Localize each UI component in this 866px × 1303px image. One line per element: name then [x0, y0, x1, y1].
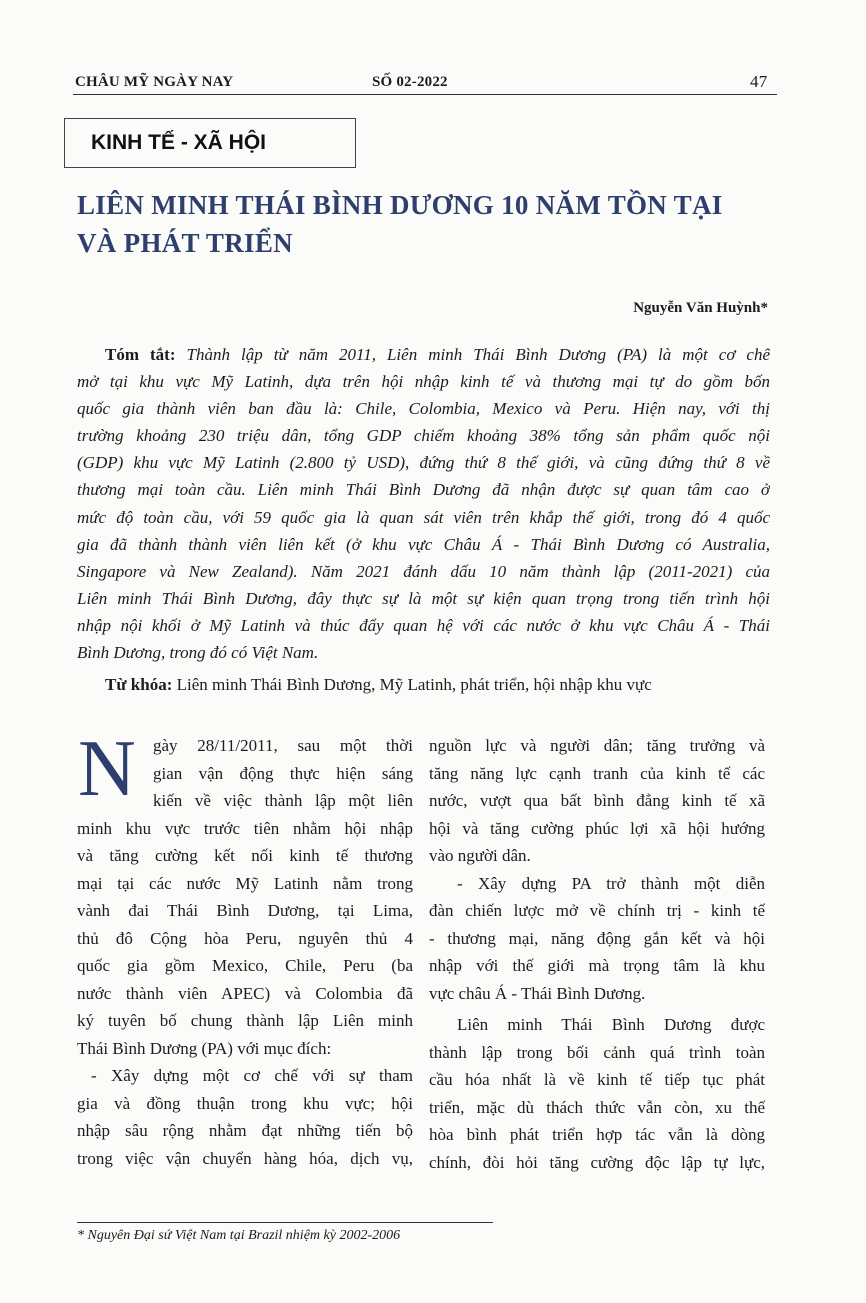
body-line: gia và đồng thuận trong khu vực; hội: [77, 1093, 413, 1113]
issue-number: SỐ 02-2022: [372, 74, 448, 90]
abstract-text: Thành lập từ năm 2011, Liên minh Thái Bình Dương (PA) là một cơ chế: [175, 345, 770, 364]
title-line: VÀ PHÁT TRIỂN: [77, 228, 293, 258]
abstract-line: Bình Dương, trong đó có Việt Nam.: [77, 643, 319, 663]
section-box: [64, 118, 356, 168]
title-line: LIÊN MINH THÁI BÌNH DƯƠNG 10 NĂM TỒN TẠI: [77, 190, 723, 220]
abstract-line: thương mại toàn cầu. Liên minh Thái Bình Dương đã nhận được sự quan tâm cao ở: [77, 480, 770, 500]
journal-name: CHÂU MỸ NGÀY NAY: [75, 74, 234, 90]
header-rule: [73, 94, 777, 95]
body-line: mại tại các nước Mỹ Latinh nằm trong: [77, 873, 413, 893]
body-line: nguồn lực và người dân; tăng trưởng và: [429, 736, 765, 755]
abstract-line: gia đã thành thành viên liên kết (ở khu vực Châu Á - Thái Bình Dương có Australia,: [77, 534, 770, 554]
body-line: gày 28/11/2011, sau một thời: [153, 736, 413, 755]
body-line: Liên minh Thái Bình Dương được: [457, 1015, 765, 1034]
abstract-label: Tóm tắt:: [105, 345, 176, 364]
body-line: - thương mại, năng động gắn kết và hội: [429, 928, 765, 948]
abstract-line: nhập nội khối ở Mỹ Latinh và thúc đẩy quan hệ với các nước ở khu vực Châu Á - Thái: [77, 615, 770, 635]
body-line: triển, mặc dù thách thức vẫn còn, xu thế: [429, 1097, 765, 1117]
abstract-line: Singapore và New Zealand). Năm 2021 đánh dấu 10 năm thành lập (2011-2021) của: [77, 561, 770, 581]
keywords-text: Liên minh Thái Bình Dương, Mỹ Latinh, phát triển, hội nhập khu vực: [172, 675, 652, 694]
abstract-line: Liên minh Thái Bình Dương, đây thực sự là một sự kiện quan trọng trong tiến trình hội: [77, 588, 770, 608]
body-line: và tăng cường kết nối kinh tế thương: [77, 846, 413, 865]
body-line: Thái Bình Dương (PA) với mục đích:: [77, 1038, 332, 1058]
body-line: minh khu vực trước tiên nhằm hội nhập: [77, 818, 413, 838]
body-line: vành đai Thái Bình Dương, tại Lima,: [77, 901, 413, 920]
body-line: thành lập trong bối cảnh quá trình toàn: [429, 1042, 765, 1062]
abstract: [77, 341, 770, 666]
body-line: nhập với thế giới mà trọng tâm là khu: [429, 956, 765, 975]
body-line: đàn chiến lược mở về chính trị - kinh tế: [429, 901, 765, 920]
body-line: kiến về việc thành lập một liên: [153, 791, 413, 810]
section-label: KINH TẾ - XÃ HỘI: [91, 131, 267, 154]
body-line: gian vận động thực hiện sáng: [153, 763, 413, 783]
body-line: thủ đô Cộng hòa Peru, nguyên thủ 4: [77, 928, 413, 948]
body-line: vào người dân.: [429, 846, 531, 865]
right-column: [429, 732, 765, 1176]
body-line: - Xây dựng một cơ chế với sự tham: [91, 1066, 413, 1085]
body-line: hội và tăng cường phúc lợi xã hội hướng: [429, 818, 765, 838]
abstract-line: quốc gia thành viên ban đầu là: Chile, Colombia, Mexico và Peru. Hiện nay, với thị: [77, 399, 770, 419]
body-line: chính, đòi hỏi tăng cường độc lập tự lực,: [429, 1152, 765, 1172]
footnote-rule: [77, 1222, 493, 1223]
left-column: [77, 732, 413, 1172]
body-line: - Xây dựng PA trở thành một diễn: [457, 873, 765, 893]
body-line: vực châu Á - Thái Bình Dương.: [429, 983, 646, 1003]
abstract-line: (GDP) khu vực Mỹ Latinh (2.800 tỷ USD), đứng thứ 8 thế giới, và cũng đứng thứ 8 về: [77, 453, 770, 473]
body-line: nước, vượt qua bất bình đẳng kinh tế xã: [429, 791, 765, 810]
body-line: cầu hóa nhất là về kinh tế tiếp tục phát: [429, 1070, 765, 1089]
body-line: tăng năng lực cạnh tranh của kinh tế các: [429, 763, 765, 783]
body-line: hòa bình phát triển hợp tác vẫn là dòng: [429, 1125, 765, 1144]
author: Nguyễn Văn Huỳnh*: [633, 300, 768, 316]
body-line: nhập sâu rộng nhằm đạt những tiến bộ: [77, 1121, 413, 1140]
footnote: * Nguyên Đại sứ Việt Nam tại Brazil nhiệm kỳ 2002-2006: [77, 1228, 401, 1243]
keywords: [105, 671, 652, 698]
body-line: ký tuyên bố chung thành lập Liên minh: [77, 1011, 413, 1030]
article-title: [77, 186, 777, 262]
abstract-line: [77, 341, 770, 368]
drop-cap: N: [78, 725, 136, 813]
abstract-line: mở tại khu vực Mỹ Latinh, dựa trên hội nhập kinh tế và thương mại tự do gồm bốn: [77, 372, 770, 392]
body-line: nước thành viên APEC) và Colombia đã: [77, 983, 413, 1003]
keywords-label: Từ khóa:: [105, 675, 173, 694]
page-number: 47: [750, 72, 768, 91]
abstract-line: mức độ toàn cầu, với 59 quốc gia là quan sát viên trên khắp thế giới, trong đó 4 quốc: [77, 507, 770, 527]
body-line: trong việc vận chuyển hàng hóa, dịch vụ,: [77, 1148, 413, 1168]
body-line: quốc gia gồm Mexico, Chile, Peru (ba: [77, 956, 413, 975]
abstract-line: trường khoảng 230 triệu dân, tổng GDP chiếm khoảng 38% tổng sản phẩm quốc nội: [77, 426, 770, 446]
